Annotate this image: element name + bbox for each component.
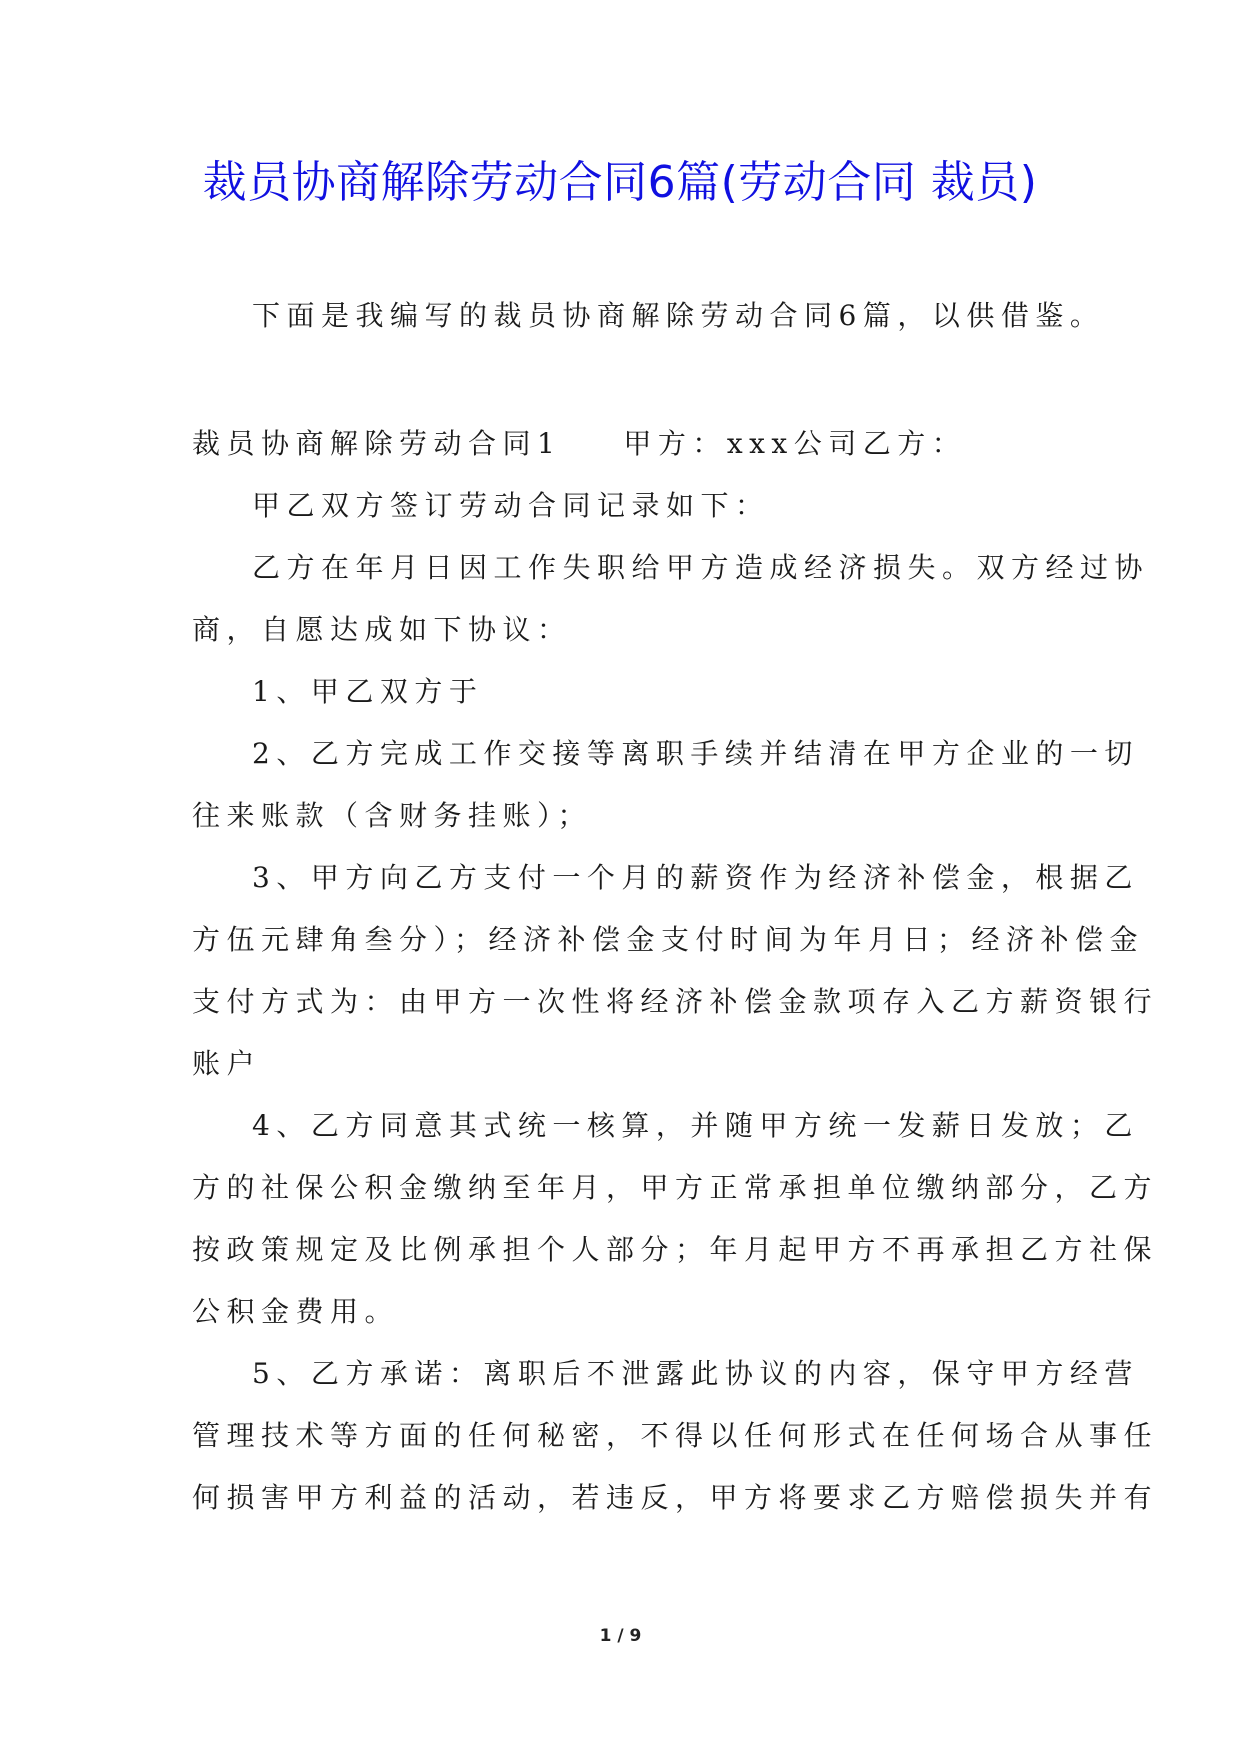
contract-heading-line — [192, 413, 1054, 475]
paragraph-line: 3、甲方向乙方支付一个月的薪资作为经济补偿金，根据乙 — [252, 861, 1139, 894]
document-title: 裁员协商解除劳动合同6篇(劳动合同 裁员) — [202, 157, 1038, 208]
paragraph-line: 乙方在年月日因工作失职给甲方造成经济损失。双方经过协 — [252, 551, 1150, 584]
paragraph-line: 甲乙双方签订劳动合同记录如下： — [252, 489, 770, 522]
intro-paragraph: 下面是我编写的裁员协商解除劳动合同6篇，以供借鉴。 — [252, 299, 1105, 332]
contract-heading: 裁员协商解除劳动合同1 — [192, 427, 562, 460]
document-body — [192, 413, 1159, 1529]
paragraph-line: 支付方式为：由甲方一次性将经济补偿金款项存入乙方薪资银行 — [192, 985, 1159, 1018]
paragraph-line: 商，自愿达成如下协议： — [192, 613, 572, 646]
paragraph-line: 账户 — [192, 1047, 262, 1080]
paragraph-line: 何损害甲方利益的活动，若违反，甲方将要求乙方赔偿损失并有 — [192, 1481, 1159, 1514]
paragraph-line: 公积金费用。 — [192, 1295, 400, 1328]
page-number: 1 / 9 — [599, 1626, 642, 1646]
paragraph-line: 4、乙方同意其式统一核算，并随甲方统一发薪日发放；乙 — [252, 1109, 1139, 1142]
paragraph-line: 往来账款（含财务挂账）； — [192, 799, 593, 832]
paragraph-line: 管理技术等方面的任何秘密，不得以任何形式在任何场合从事任 — [192, 1419, 1159, 1452]
paragraph-line: 方伍元肆角叁分）；经济补偿金支付时间为年月日；经济补偿金 — [192, 923, 1145, 956]
paragraph-line: 2、乙方完成工作交接等离职手续并结清在甲方企业的一切 — [252, 737, 1139, 770]
paragraph-line: 按政策规定及比例承担个人部分；年月起甲方不再承担乙方社保 — [192, 1233, 1159, 1266]
paragraph-line: 方的社保公积金缴纳至年月，甲方正常承担单位缴纳部分，乙方 — [192, 1171, 1159, 1204]
paragraph-line: 1、甲乙双方于 — [252, 675, 484, 708]
paragraph-line: 5、乙方承诺：离职后不泄露此协议的内容，保守甲方经营 — [252, 1357, 1139, 1390]
party-info: 甲方：xxx公司乙方： — [623, 427, 967, 460]
